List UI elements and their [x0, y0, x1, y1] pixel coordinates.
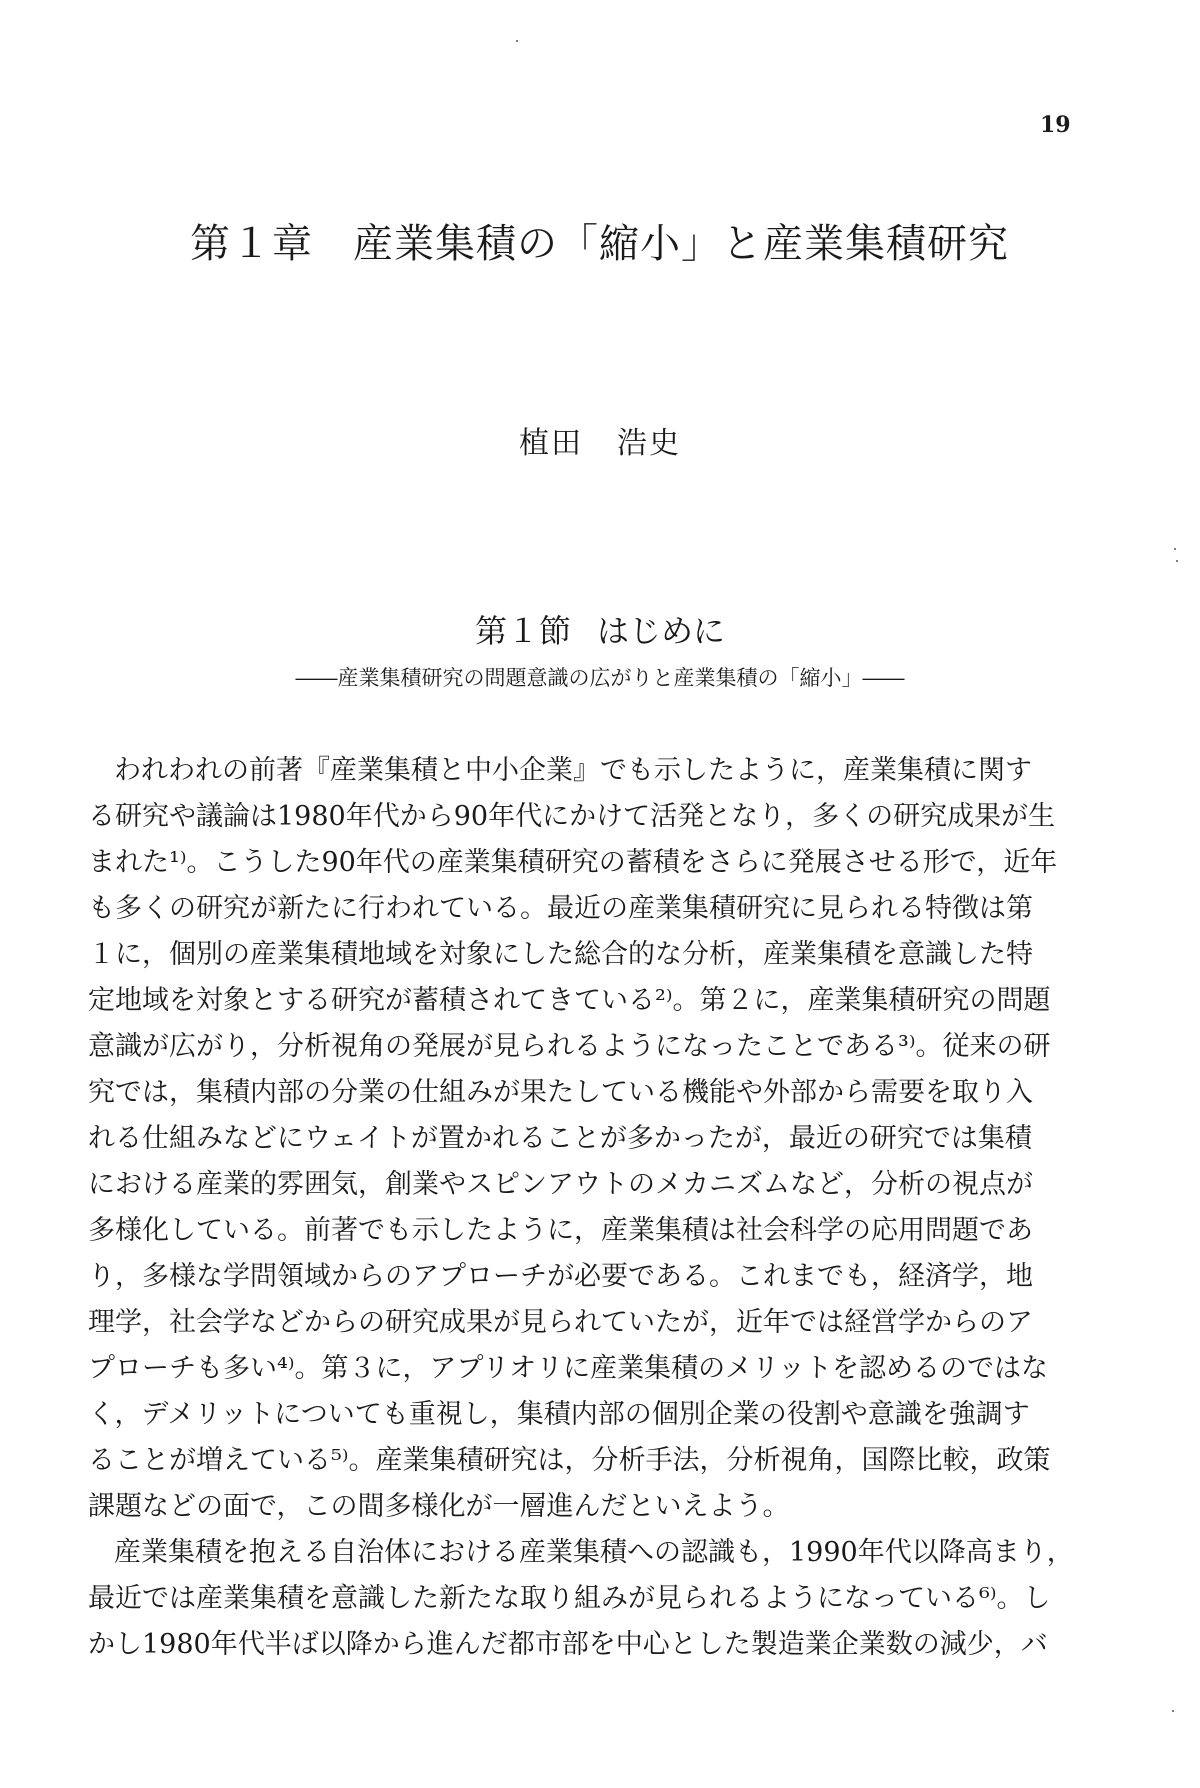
author-family-name: 植田: [519, 426, 583, 461]
paragraph-line: れる仕組みなどにウェイトが置かれることが多かったが，最近の研究では集積: [88, 1123, 1032, 1154]
chapter-title: [190, 212, 1009, 269]
section-subtitle: ――産業集積研究の問題意識の広がりと産業集積の「縮小」――: [295, 666, 905, 690]
scan-speck: [1176, 560, 1178, 562]
scan-speck: [1172, 1710, 1174, 1712]
author-given-name: 浩史: [617, 426, 681, 461]
scan-speck: [1174, 548, 1176, 550]
page-number: 19: [1040, 112, 1071, 138]
paragraph-line: まれた¹⁾。こうした90年代の産業集積研究の蓄積をさらに発展させる形で，近年: [88, 847, 1058, 878]
paragraph-line: 最近では産業集積を意識した新たな取り組みが見られるようになっている⁶⁾。し: [88, 1583, 1051, 1614]
scan-speck: [516, 40, 518, 42]
paragraph-line: る研究や議論は1980年代から90年代にかけて活発となり，多くの研究成果が生: [88, 801, 1056, 832]
chapter-title-text: 産業集積の「縮小」と産業集積研究: [353, 221, 1009, 267]
section-heading: [0, 606, 1200, 652]
paragraph-line: プローチも多い⁴⁾。第３に，アプリオリに産業集積のメリットを認めるのではな: [88, 1353, 1049, 1384]
paragraph-line: われわれの前著『産業集積と中小企業』でも示したように，産業集積に関す: [114, 755, 1032, 786]
body-text: [88, 748, 1104, 1668]
paragraph-line: 多様化している。前著でも示したように，産業集積は社会科学の応用問題であ: [88, 1215, 1033, 1246]
chapter-label: 第１章: [190, 221, 313, 267]
paragraph-line: 定地域を対象とする研究が蓄積されてきている²⁾。第２に，産業集積研究の問題: [88, 985, 1051, 1016]
paragraph-line: ることが増えている⁵⁾。産業集積研究は，分析手法，分析視角，国際比較，政策: [88, 1445, 1051, 1476]
paragraph-line: １に，個別の産業集積地域を対象にした総合的な分析，産業集積を意識した特: [88, 939, 1033, 970]
paragraph-line: く，デメリットについても重視し，集積内部の個別企業の役割や意識を強調す: [88, 1399, 1030, 1430]
paragraph-line: 理学，社会学などからの研究成果が見られていたが，近年では経営学からのア: [88, 1307, 1033, 1338]
paragraph-line: 産業集積を抱える自治体における産業集積への認識も，1990年代以降高まり，: [114, 1537, 1074, 1568]
paragraph-line: 意識が広がり，分析視角の発展が見られるようになったことである³⁾。従来の研: [88, 1031, 1051, 1062]
paragraph-line: も多くの研究が新たに行われている。最近の産業集積研究に見られる特徴は第: [88, 893, 1033, 924]
paragraph-line: かし1980年代半ば以降から進んだ都市部を中心とした製造業企業数の減少，バ: [88, 1629, 1048, 1660]
paragraph-line: り，多様な学問領域からのアプローチが必要である。これまでも，経済学，地: [88, 1261, 1033, 1292]
paragraph-line: における産業的雰囲気，創業やスピンアウトのメカニズムなど，分析の視点が: [88, 1169, 1033, 1200]
section-title: はじめに: [597, 612, 726, 650]
paragraph-line: 課題などの面で，この間多様化が一層進んだといえよう。: [88, 1491, 790, 1522]
section-label: 第１節: [474, 612, 571, 650]
author-name: [0, 418, 1200, 462]
paragraph-line: 究では，集積内部の分業の仕組みが果たしている機能や外部から需要を取り入: [88, 1077, 1033, 1108]
